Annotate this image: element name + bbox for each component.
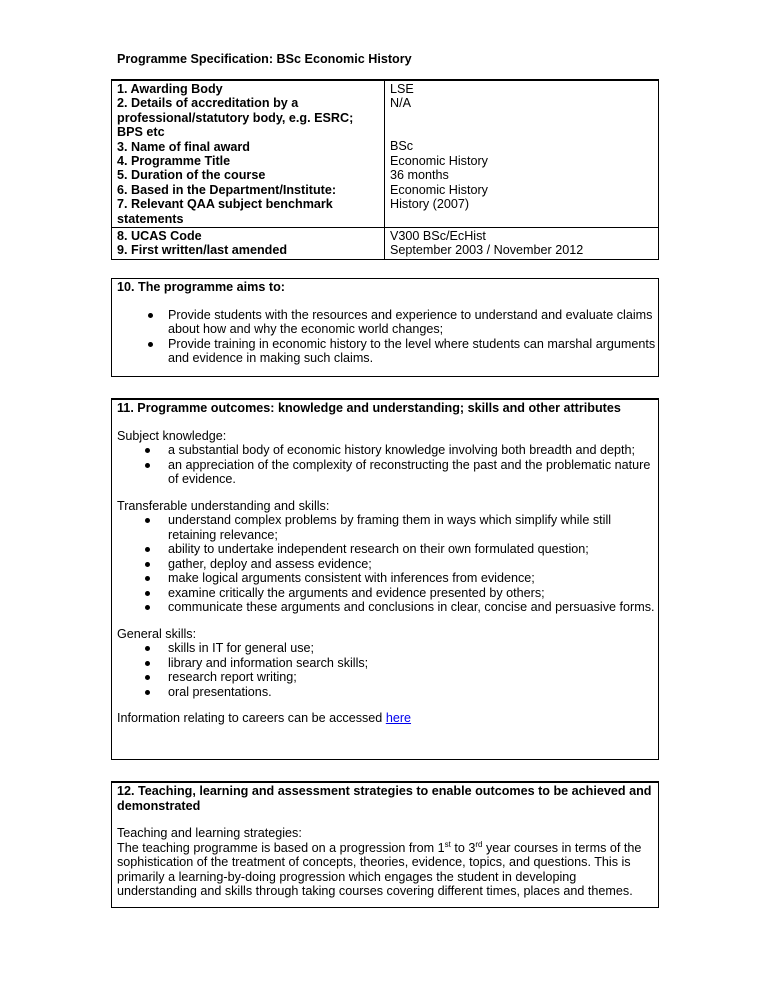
document-title: Programme Specification: BSc Economic History xyxy=(117,52,412,66)
list-item: make logical arguments consistent with inferences from evidence; xyxy=(112,571,658,586)
teaching-section xyxy=(111,781,659,908)
list-item: skills in IT for general use; xyxy=(112,641,658,656)
outcomes-heading: 11. Programme outcomes: knowledge and understanding; skills and other attributes xyxy=(117,401,621,415)
general-list xyxy=(112,641,658,699)
list-item: research report writing; xyxy=(112,670,658,685)
outcomes-section xyxy=(111,398,659,760)
aims-list xyxy=(112,308,658,366)
list-item: examine critically the arguments and evidence presented by others; xyxy=(112,586,658,601)
spec-value: V300 BSc/EcHist September 2003 / November 2012 xyxy=(385,228,659,260)
aims-heading: 10. The programme aims to: xyxy=(117,280,285,294)
careers-paragraph: Information relating to careers can be accessed here xyxy=(117,711,412,725)
list-item: an appreciation of the complexity of reconstructing the past and the problematic nature of evidence. xyxy=(112,458,658,487)
general-skills-label: General skills: xyxy=(117,626,197,641)
subject-knowledge-label: Subject knowledge: xyxy=(117,428,227,443)
careers-link[interactable]: here xyxy=(385,711,412,725)
transferable-list xyxy=(112,513,658,615)
subject-list xyxy=(112,443,658,487)
spec-value: LSE N/A BSc Economic History 36 months Economic History History (2007) xyxy=(385,80,659,228)
list-item: communicate these arguments and conclusions in clear, concise and persuasive forms. xyxy=(112,600,658,615)
list-item: understand complex problems by framing them in ways which simplify while still retaining relevance; xyxy=(112,513,658,542)
list-item: Provide students with the resources and experience to understand and evaluate claims about how and why the economic world changes; xyxy=(112,308,658,337)
aims-section xyxy=(111,278,659,377)
table-row xyxy=(112,228,659,260)
spec-label: 1. Awarding Body 2. Details of accreditation by a professional/statutory body, e.g. ESRC; BPS etc 3. Name of final award 4. Programme Title 5. Duration of the course 6. Based in the Department/Institute: 7. Relevant QAA subject benchmark statements xyxy=(112,80,385,228)
list-item: oral presentations. xyxy=(112,685,658,700)
teaching-paragraph: The teaching programme is based on a progression from 1st to 3rd year courses in terms of the sophistication of the treatment of concepts, theories, evidence, topics, and questions. This is primarily a learning-by-doing progression which engages the student in developing understanding and skills through taking courses covering different times, places and themes. xyxy=(117,839,642,898)
list-item: library and information search skills; xyxy=(112,656,658,671)
spec-table xyxy=(111,79,659,260)
list-item: gather, deploy and assess evidence; xyxy=(112,557,658,572)
table-row xyxy=(112,80,659,228)
teaching-sub-label: Teaching and learning strategies: xyxy=(117,826,302,840)
list-item: a substantial body of economic history knowledge involving both breadth and depth; xyxy=(112,443,658,458)
list-item: ability to undertake independent research on their own formulated question; xyxy=(112,542,658,557)
spec-label: 8. UCAS Code 9. First written/last amended xyxy=(112,228,385,260)
transferable-skills-label: Transferable understanding and skills: xyxy=(117,498,330,513)
teaching-heading: 12. Teaching, learning and assessment strategies to enable outcomes to be achieved and demonstrated xyxy=(117,784,652,813)
list-item: Provide training in economic history to the level where students can marshal arguments and evidence in making such claims. xyxy=(112,337,658,366)
